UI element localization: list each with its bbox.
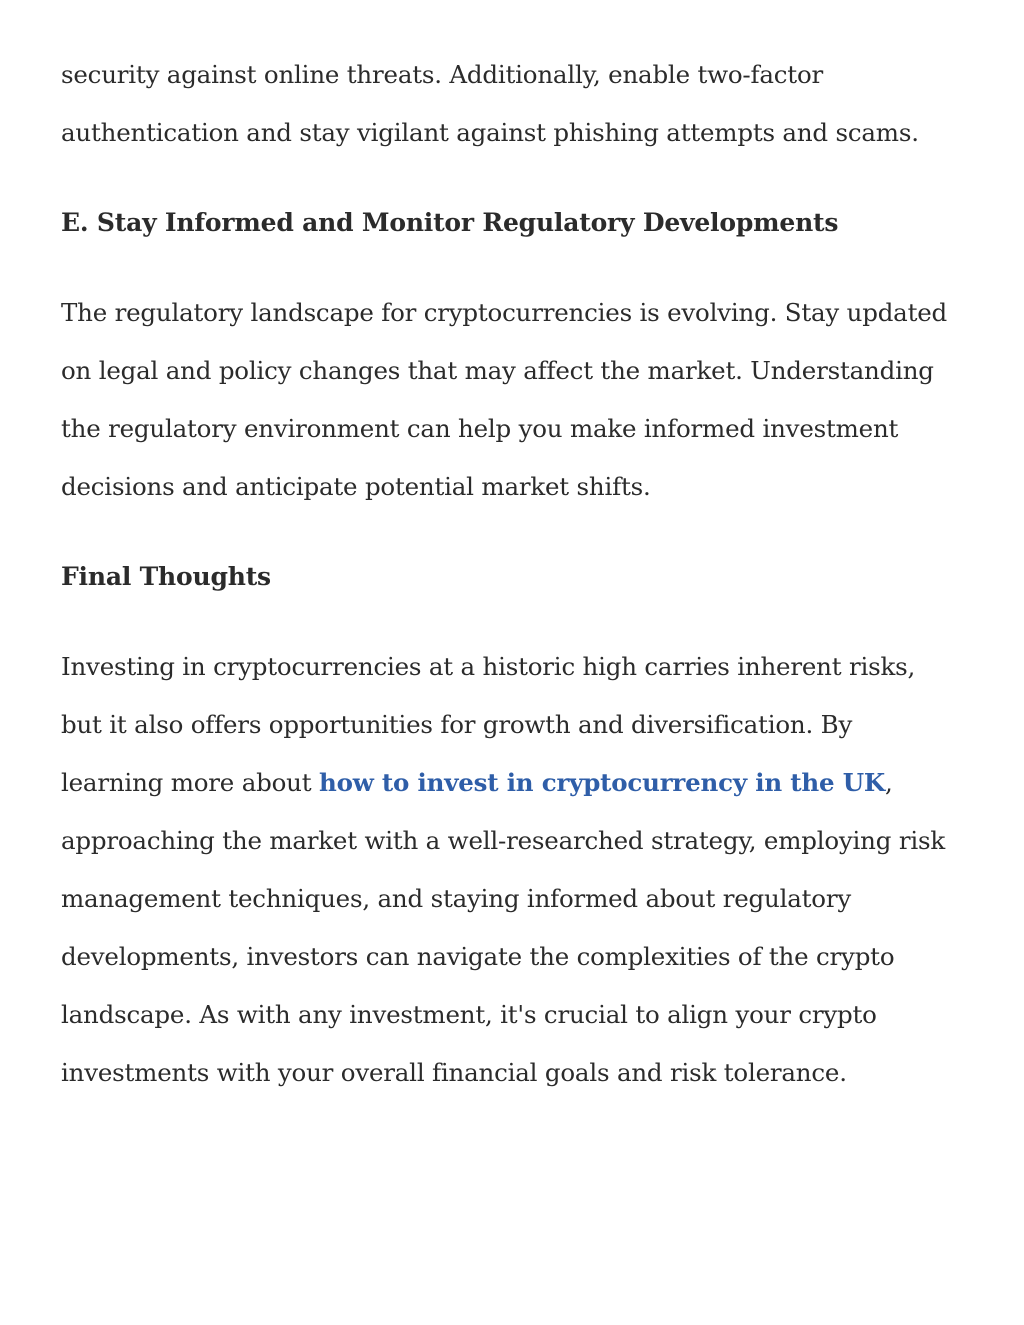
intro-paragraph-text: security against online threats. Additionally, enable two-factor authentication and stay vigilant against phishing attempts and scams. bbox=[61, 60, 919, 147]
intro-paragraph bbox=[61, 46, 961, 162]
section-e-heading: E. Stay Informed and Monitor Regulatory Developments bbox=[61, 208, 839, 237]
section-e-paragraph-text: The regulatory landscape for cryptocurrencies is evolving. Stay updated on legal and policy changes that may affect the market. Understanding the regulatory environment can help you make informed investment decisions and anticipate potential market shifts. bbox=[61, 298, 948, 501]
invest-crypto-uk-link[interactable]: how to invest in cryptocurrency in the UK bbox=[318, 768, 885, 797]
article-body bbox=[61, 46, 961, 1102]
final-thoughts-text-after-link: , approaching the market with a well-researched strategy, employing risk management techniques, and staying informed about regulatory developments, investors can navigate the complexities of the crypto landscape. As with any investment, it's crucial to align your crypto investments with your overall financial goals and risk tolerance. bbox=[61, 768, 945, 1087]
section-e-paragraph bbox=[61, 284, 961, 516]
final-thoughts-heading: Final Thoughts bbox=[61, 562, 271, 591]
final-thoughts-text-before-link: Investing in cryptocurrencies at a historic high carries inherent risks, but it also offers opportunities for growth and diversification. By learning more about bbox=[61, 652, 916, 797]
final-thoughts-paragraph bbox=[61, 638, 961, 1102]
